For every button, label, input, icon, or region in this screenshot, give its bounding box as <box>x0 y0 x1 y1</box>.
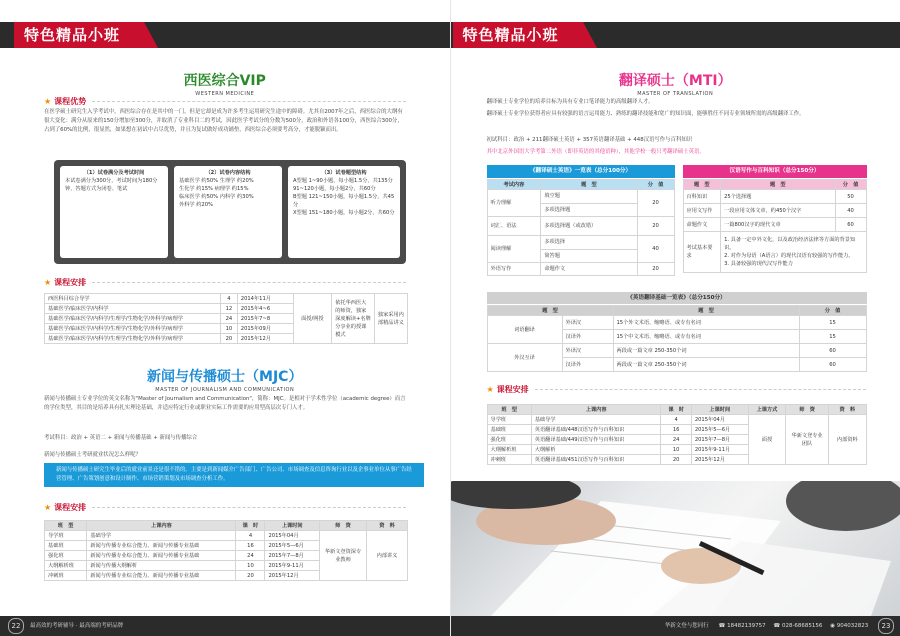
mjc-schedule-heading: ★ 课程安排 <box>44 503 87 512</box>
mti-title: 翻译硕士（MTI） <box>618 73 732 89</box>
card-3-heading: （3）试卷题型结构 <box>321 170 367 176</box>
card-2-line: 生化学 约15% 病理学 约15% <box>179 186 249 192</box>
wm-schedule-heading: ★ 课程安排 <box>44 278 87 287</box>
card-3-line: X型题 151~180小题，每小题2分，共60分 <box>293 210 395 216</box>
table-header-row: 题 型 题 型 分 值 <box>683 180 866 190</box>
table-row: 基础班 英语翻译基础/448汉语写作与百科知识 16 2015年5—6月 <box>487 425 866 435</box>
card-2-line: 外科学 约20% <box>179 202 213 208</box>
star-icon: ★ <box>44 503 52 512</box>
right-page <box>451 0 900 636</box>
card-2-heading: （2）试卷内容结构 <box>205 170 251 176</box>
card-2-line: 临床医学 约50% 内科学 约30% <box>179 194 254 200</box>
mjc-teacher: 华新文登资深专业教师 <box>320 531 367 581</box>
mti-schedule-heading: ★ 课程安排 <box>486 385 529 394</box>
wm-intro: 在医学硕士研究生入学考试中，西医综合存在是其中的一门，但是它却是成为许多考生运用研究生途中的障碍。尤其自2007年之后，西医综合的大纲有很大变化：满分从原来的150分增加至300分，并取消了专业科目二的考试，因此医学考试分的分数为500分，政治和外语各100分，西医综合300分，占到了60%的比例，很显然，如果想在初试中占尽优势，并且为复试做好成功铺垫，西医综合必须要考高分，才能脱颖而出。 <box>44 109 403 133</box>
mti-note: 其中北京外国语大学考第二外语（即非英语的其他语种），其他学校一般只考翻译硕士英语。 <box>486 149 705 155</box>
table-row: 听力理解 填空题 20 <box>487 190 674 204</box>
mti-title-block <box>451 70 900 97</box>
card-1-heading: （1）试卷满分及考试时间 <box>83 170 145 176</box>
wm-schedule-table <box>44 293 408 344</box>
office-photo <box>451 481 900 616</box>
table-row: 汉译外 15个中文术语、缩略语、或专有名词 15 <box>487 330 866 344</box>
table-row: 西医科目综合导学 4 2014年11月 面授/网授 依托华西医大的师资，独家深度解读+名牌分享业的授课模式 独家采用内部精品讲义 <box>45 294 408 304</box>
requirements-label: 考试基本要求 <box>683 232 721 273</box>
table-header-row: 考试内容 题 型 分 值 <box>487 180 674 190</box>
schedule-material: 独家采用内部精品讲义 <box>374 294 407 344</box>
mti-intro-2: 翻译硕士专业学位获得者应具有较强的语言运用能力、熟练的翻译技能和宽广的知识面，能够胜任不同专业领域所需的高级翻译工作。 <box>486 111 805 117</box>
mjc-material: 内部讲义 <box>367 531 408 581</box>
table-row: 多项选择题 <box>487 203 674 217</box>
right-header-bar <box>451 22 900 48</box>
mti-teacher: 华新文登专业团队 <box>786 415 829 465</box>
divider <box>92 101 406 103</box>
mti-intro-1: 翻译硕士专业学位的培养目标为具有专业口笔译能力的高级翻译人才。 <box>486 99 654 105</box>
mti-subtitle: MASTER OF TRANSLATION <box>637 91 714 97</box>
footer-brand: 华新文登与您同行 <box>664 623 709 629</box>
mjc-subjects: 考试科目：政治 + 英语二 + 新闻与传播基础 + 新闻与传播综合 <box>44 435 198 441</box>
table-row: 导学班 基础导学 4 2015年04月 面授 华新文登专业团队 内部资料 <box>487 415 866 425</box>
table-row: 外汉互译 外译汉 两段或一篇文章 250-350个词 60 <box>487 344 866 358</box>
table-row: 阅读理解 多项选择 40 <box>487 236 674 250</box>
page-number: 23 <box>878 618 894 634</box>
mti-translation-table-title: 《英语翻译基础一览表》（总分150分） <box>487 292 867 304</box>
wm-title: 西医综合VIP <box>183 73 266 89</box>
mjc-title-block <box>0 366 450 393</box>
footer-qq: 904032823 <box>836 623 869 629</box>
left-header-tab: 特色精品小班 <box>14 22 144 48</box>
card-3-line: B型题 121~150小题，每小题1.5分，共45分 <box>293 194 395 208</box>
footer-phone-2: 028-68685156 <box>781 623 823 629</box>
table-row: 词语翻译 外译汉 15个外文术语、缩略语、或专有名词 15 <box>487 316 866 330</box>
table-row: 大纲解析班 大纲解析 10 2015年9-11月 <box>487 445 866 455</box>
right-header-tab: 特色精品小班 <box>453 22 583 48</box>
divider <box>535 389 867 391</box>
page-number: 22 <box>8 618 24 634</box>
table-row: 简答题 <box>487 249 674 263</box>
wm-advantage-heading: ★ 课程优势 <box>44 97 87 106</box>
card-2-line: 基础医学 约50% 生理学 约20% <box>179 178 254 184</box>
mjc-intro: 新闻与传播硕士专业学位的英文名称为"Master of Journalism and Communication"，简称：MJC。是相对于学术性学位（academic degree）而言的学位类型，其目的是培养具有扎实理论基础，并适应特定行业或职业实际工作需要的应用型高层次专门人才。 <box>44 396 406 411</box>
mti-english-table <box>487 179 675 276</box>
mti-material: 内部资料 <box>829 415 866 465</box>
card-3-line: 91~120小题，每小题2分，共60分 <box>293 186 376 192</box>
mjc-employment-bar: 新闻与传播硕士研究生毕业后的就业前景还是很不错的。主要是到新闻媒介广告部门、广告公司、市场调查及信息咨询行业以及企事业单位从事广告经营管理、广告策划创意和设计制作、市场营销策划及市场调查分析工作。 <box>44 463 424 487</box>
star-icon: ★ <box>44 278 52 287</box>
mti-subjects: 初试科目：政治 + 211翻译硕士英语 + 357英语翻译基础 + 448汉语写作与百科知识 <box>486 137 693 143</box>
table-row: 冲刺班 英语翻译基础/451汉语写作与百科知识 20 2015年12月 <box>487 455 866 465</box>
table-row: 冲刺班 新闻与传播专业综合能力、新闻与传播专业基础 20 2015年12月 <box>45 571 408 581</box>
divider <box>92 282 406 284</box>
wm-subtitle: WESTERN MEDICINE <box>195 91 255 97</box>
table-row: 词汇、语法 多项选择题（或改错） 20 <box>487 217 674 236</box>
mjc-title: 新闻与传播硕士（MJC） <box>147 369 303 385</box>
table-row: 外语写作 命题作文 20 <box>487 263 674 276</box>
office-photo-illustration <box>451 481 900 616</box>
star-icon: ★ <box>44 97 52 106</box>
table-row <box>683 232 866 273</box>
mjc-schedule-table <box>44 520 408 581</box>
table-row: 基础班 新闻与传播专业综合能力、新闻与传播专业基础 16 2015年5—6月 <box>45 541 408 551</box>
qq-icon: ◉ <box>830 623 835 629</box>
requirements-list: 1. 具备一定中外文化，以及政治经济法律等方面的背景知识。 2. 对作为母语（A语言）的现代汉语有较强的写作能力。 3. 具备较强的现代汉写作能力 <box>721 232 866 273</box>
table-header-row: 班 型 上课内容 课 时 上课时间 上课方式 师 资 资 料 <box>487 405 866 415</box>
mti-chinese-table <box>683 179 867 273</box>
table-row: 基础医学/临床医学/内科学/生理学/生物化学/外科学/病理学 10 2015年09月 <box>45 324 408 334</box>
schedule-teacher: 依托华西医大的师资，独家深度解读+名牌分享业的授课模式 <box>332 294 375 344</box>
left-header-bar <box>0 22 450 48</box>
table-row: 汉译外 两段或一篇文章 250-350个词 60 <box>487 358 866 372</box>
table-row: 命题作文 一篇800汉字的现代文章 60 <box>683 218 866 232</box>
mti-schedule-table <box>487 404 867 465</box>
left-footer <box>0 616 450 636</box>
wm-title-block <box>0 70 450 97</box>
wm-info-card-3 <box>288 166 400 258</box>
mti-mode: 面授 <box>748 415 785 465</box>
schedule-mode: 面授/网授 <box>293 294 332 344</box>
table-header-row: 题 型 题 型 分 值 <box>487 306 866 316</box>
wm-info-card-2 <box>174 166 282 258</box>
star-icon: ★ <box>486 385 494 394</box>
table-row: 应用文写作 一段应用文体文章，约450个汉字 40 <box>683 204 866 218</box>
wm-exam-box <box>54 160 406 264</box>
footer-phone-1: 18482139757 <box>727 623 766 629</box>
mjc-question: 新闻与传播硕士考研就业状况怎么样呢？ <box>44 452 142 458</box>
table-row: 百科知识 25个选择题 50 <box>683 190 866 204</box>
table-row: 强化班 新闻与传播专业综合能力、新闻与传播专业基础 24 2015年7—8月 <box>45 551 408 561</box>
phone-icon: ☎ <box>773 623 781 629</box>
table-row: 强化班 英语翻译基础/449汉语写作与百科知识 24 2015年7—8月 <box>487 435 866 445</box>
table-row: 基础医学/临床医学/内科学/生理学/生物化学/外科学/病理学 20 2015年12月 <box>45 334 408 344</box>
mti-translation-table <box>487 305 867 372</box>
table-row: 大纲解析班 新闻与传播大纲解析 10 2015年9-11月 <box>45 561 408 571</box>
mti-english-table-title: 《翻译硕士英语》一览表（总分100分） <box>487 165 675 178</box>
right-footer <box>451 616 900 636</box>
table-header-row: 班 型 上课内容 课 时 上课时间 师 资 资 料 <box>45 521 408 531</box>
card-1-body: 本试卷满分为300分，考试时间为180分钟，答题方式为闭卷、笔试 <box>65 178 158 192</box>
table-row: 基础医学/临床医学/内科学/生理学/生物化学/外科学/病理学 24 2015年7~8 <box>45 314 408 324</box>
divider <box>92 507 406 509</box>
table-row: 基础医学/临床医学/内科学 12 2015年4~6 <box>45 304 408 314</box>
wm-info-card-1 <box>60 166 168 258</box>
mjc-subtitle: MASTER OF JOURNALISM AND COMMUNICATION <box>155 387 295 393</box>
card-3-line: A型题 1~90小题，每小题1.5分，共135分 <box>293 178 393 184</box>
footer-slogan: 最高效的考研辅导 · 最高端的考研品牌 <box>30 623 124 629</box>
phone-icon: ☎ <box>718 623 726 629</box>
table-row: 导学班 基础导学 4 2015年04月 华新文登资深专业教师 内部讲义 <box>45 531 408 541</box>
mti-chinese-table-title: 汉语写作与百科知识（总分150分） <box>683 165 867 178</box>
